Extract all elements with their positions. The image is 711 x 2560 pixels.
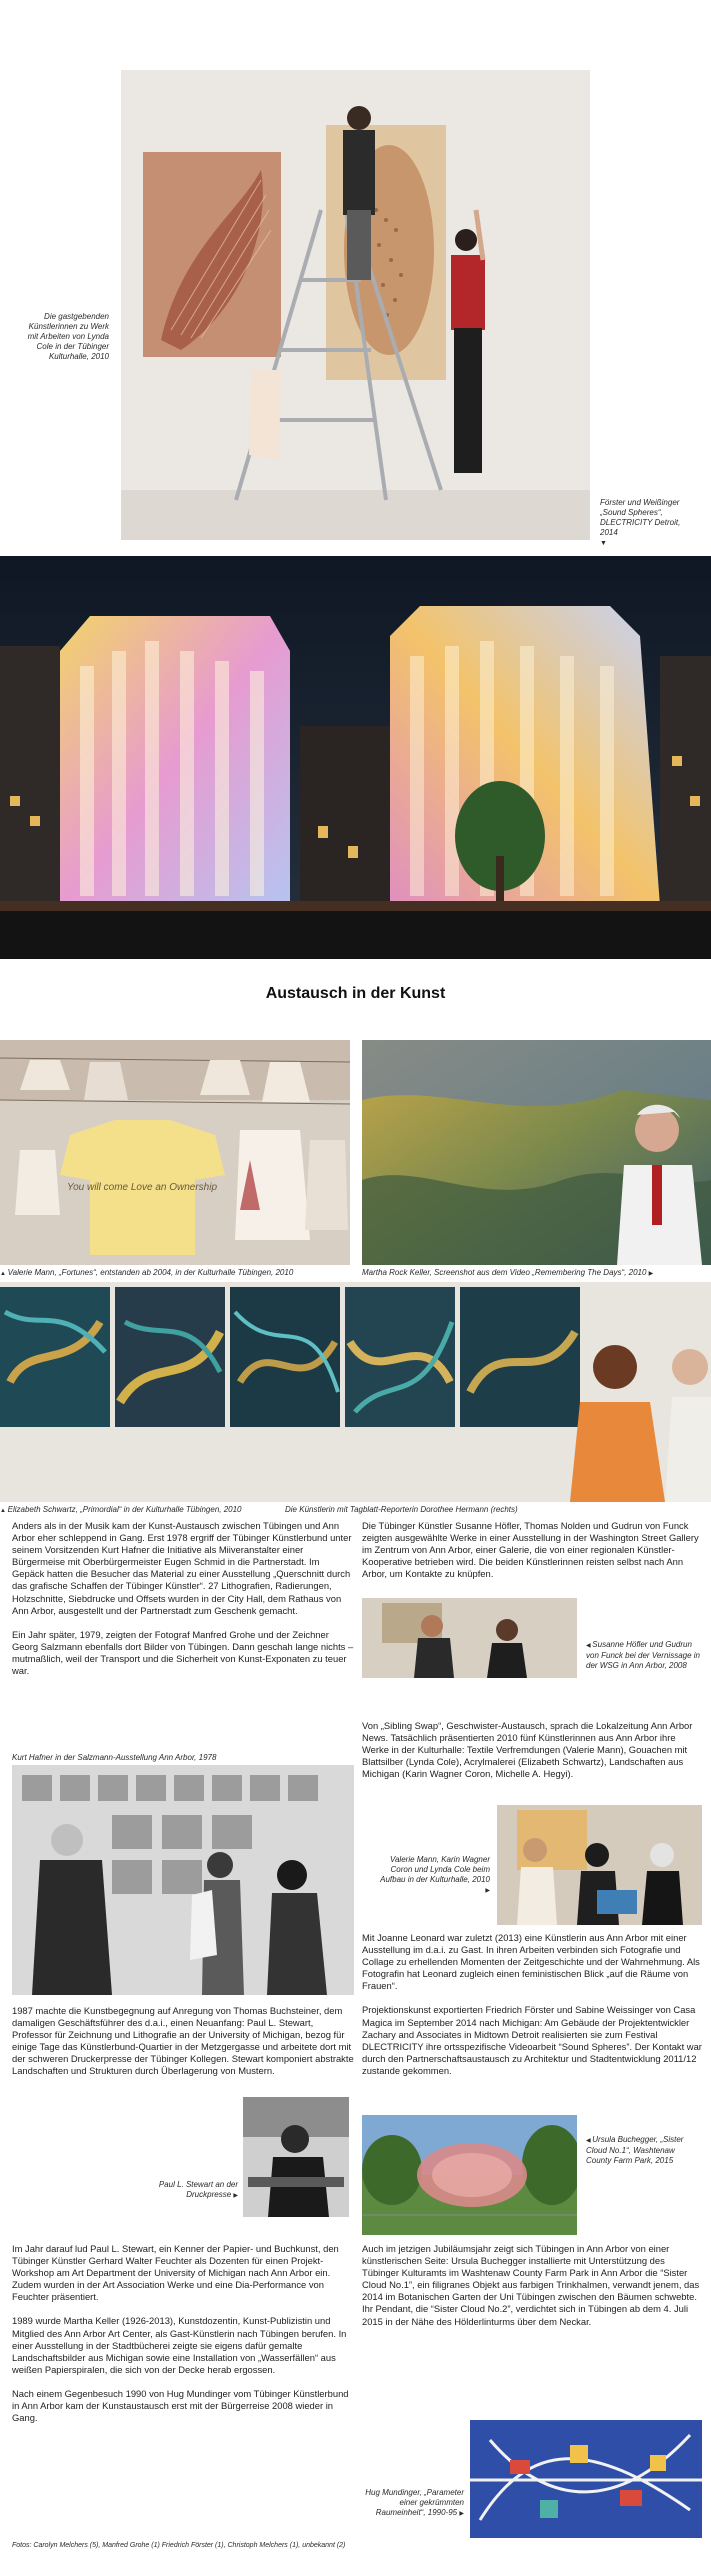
caption-mundinger: [352, 2488, 464, 2519]
paragraph-1987: 1987 machte die Kunstbegegnung auf Anregung von Thomas Buchsteiner, dem damaligen Geschäftsführer des d.a.i., einen Neuanfang: Paul L. Stewart, Professor für Zeichnung und Lithografie an der University of Michigan, bezog für einige Tage das Künstlerbund-Quartier in der Metzgergasse und arbeitete dort mit der schweren Druckerpresse der Tübinger Kollegen. Stewart komponiert abstrakte Landschaften und Strukturen durch Überlagerung von Mustern.: [12, 2005, 354, 2077]
caption-martha-keller-text: Martha Rock Keller, Screenshot aus dem Video „Remembering The Days“, 2010: [362, 1268, 647, 1277]
caption-valerie-mann: ▲ Valerie Mann, „Fortunes“, entstanden ab 2004, in der Kulturhalle Tübingen, 2010: [0, 1268, 360, 1279]
caption-dorothee-hermann: Die Künstlerin mit Tagblatt-Reporterin Dorothee Hermann (rechts): [285, 1505, 518, 1514]
paul-stewart-photo: [243, 2097, 349, 2217]
paragraph-1978: Anders als in der Musik kam der Kunst-Austausch zwischen Tübingen und Ann Arbor eher schleppend in Gang. Erst 1978 ergriff der Tübinger Künstlerbund unter seinem Vorsitzenden Kurt Hafner die Initiative als Miiveranstalter einer Bürgermeise mit Oberbürgermeister Eugen Schmid in die Partnerstadt. Im Gepäck hatten die Besucher das Material zu einer Ausstellung „Querschnitt durch das grafische Schaffen der Tübinger Künstler“. 27 Lithografien, Radierungen, Holzschnitte, Siebdrucke und Offsets wurden in der City Hall, dem Rathaus von Ann Arbor, ausgestellt und der Partnerstadt zum Geschenk gemacht.: [12, 1520, 352, 1616]
caption-kurt-hafner: Kurt Hafner in der Salzmann-Ausstellung Ann Arbor, 1978: [12, 1753, 217, 1762]
paragraph-1990: Nach einem Gegenbesuch 1990 von Hug Mundinger vom Tübinger Künstlerbund in Ann Arbor kam der Kunstaustausch erst mit der Bürgerreise 2008 wieder in Gang.: [12, 2387, 349, 2424]
paragraph-feuchter: Im Jahr darauf lud Paul L. Stewart, ein Kenner der Papier- und Buchkunst, den Tübinger Künstler Gerhard Walter Feuchter als Dozenten für einen Projekt-Workshop am Art Department der University of Michigan nach Ann Arbor ein. Zudem wurden in der Art Association Werke und eine Dia-Performance von Feuchter präsentiert.: [12, 2243, 339, 2303]
paragraph-leonard: Mit Joanne Leonard war zuletzt (2013) eine Künstlerin aus Ann Arbor mit einer Ausstellung im d.a.i. zu Gast. In ihren Arbeiten verbinden sich Fotografie und Collage zu erhellenden Momenten der Zeitgeschichte und der Wahrnehmung. Als Fotografin hat Leonard zugleich einen feministischen Blick „auf die Räume von Frauen“.: [362, 1932, 700, 1992]
schwartz-primordial-photo: [0, 1282, 711, 1502]
caption-arrow-right-mundinger: ▶: [459, 2511, 464, 2517]
paragraph-projection: Projektionskunst exportierten Friedrich Förster und Sabine Weissinger von Casa Magica im September 2014 nach Michigan: Am Gebäude der Projektentwickler Zachary and Associates in Midtown Detroit realisierten sie zum Festival DLECTRICITY ihre ortsspezifische Videoarbeit “Sound Spheres”. Der Kontakt war durch den Partnerschaftsaustausch zu Architektur und Stadtentwicklung 2011/12 zustande gekommen.: [362, 2004, 702, 2076]
caption-paul-stewart-text: Paul L. Stewart an der Druckpresse: [158, 2180, 238, 2199]
kurt-hafner-exhibition-photo: [12, 1765, 354, 1995]
paragraph-1989: 1989 wurde Martha Keller (1926-2013), Kunstdozentin, Kunst-Publizistin und Mitglied des Ann Arbor Art Center, als Gast-Künstlerin nach Tübingen berufen. In einer Ausstellung in der Stadtbücherei zeigte sie eigens dafür gemalte Landschaftsbilder aus Michigan sowie eine Installation von „Wasserfällen“ aus weißen Papierspiralen, die sich von der Decke herab ergossen.: [12, 2315, 347, 2375]
caption-arrow-down: ▼: [600, 540, 607, 547]
shirt-inscription: You will come Love an Ownership: [66, 1182, 218, 1193]
left-column-text-3: [12, 2243, 354, 2436]
caption-sound-spheres-text: Förster und Weißinger „Sound Spheres“, DLECTRICITY Detroit, 2014: [600, 498, 681, 537]
caption-gastgebende-kuenstlerinnen: Die gastgebenden Künstlerinnen zu Werk mit Arbeiten von Lynda Cole in der Tübinger Kulturhalle, 2010: [27, 312, 109, 361]
hoefler-funck-photo: [362, 1598, 577, 1678]
paragraph-sibling-swap: Von „Sibling Swap“, Geschwister-Austausch, sprach die Lokalzeitung Ann Arbor News. Tatsächlich präsentierten 2010 fünf Künstlerinnen aus Ann Arbor ihre Werke in der Kulturhalle: Textile Verfremdungen (Valerie Mann), Gouachen mit Blattsilber (Lynda Cole), Acrylmalerei (Elizabeth Schwartz), Landschaften aus Michigan (Karin Wagner Coron, Michelle A. Hegyi).: [362, 1720, 693, 1780]
caption-mundinger-text: Hug Mundinger, „Parameter einer gekrümmten Raumeinheit“, 1990-95: [365, 2488, 464, 2517]
right-column-text-1: [362, 1520, 702, 1592]
caption-arrow-right-mann: ▶: [485, 1888, 490, 1894]
paragraph-1979: Ein Jahr später, 1979, zeigten der Fotograf Manfred Grohe und der Zeichner Georg Salzmann ebenfalls dort Bilder von Tübingen. Dann geschah lange nichts – mutmaßlich, weil der Transport und die Sicherheit von Kunst-Exponaten zu teuer war.: [12, 1628, 354, 1677]
caption-paul-stewart: [150, 2180, 238, 2201]
caption-arrow-right-stewart: ▶: [233, 2193, 238, 2199]
sister-cloud-photo: [362, 2115, 577, 2235]
gallery-installation-photo: [121, 70, 590, 540]
right-column-text-2: [362, 1720, 702, 1792]
caption-mann-coron-cole: [378, 1855, 490, 1896]
valerie-mann-fortunes-photo: [0, 1040, 350, 1265]
projection-building-photo: [0, 556, 711, 959]
caption-mann-coron-cole-text: Valerie Mann, Karin Wagner Coron und Lynda Cole beim Aufbau in der Kulturhalle, 2010: [380, 1855, 490, 1884]
caption-hoefler-funck: ◀ Susanne Höfler und Gudrun von Funck bei der Vernissage in der WSG in Ann Arbor, 2008: [586, 1640, 702, 1671]
mundinger-painting-photo: [470, 2420, 702, 2538]
right-column-text-3: [362, 1932, 702, 2089]
caption-sound-spheres: [600, 498, 700, 549]
paragraph-jubilaeum: Auch im jetzigen Jubiläumsjahr zeigt sich Tübingen in Ann Arbor von einer künstlerischen Seite: Ursula Buchegger installierte mit Unterstützung des Tübinger Kulturamts im Washtenaw County Farm Park in Ann Arbor die “Sister Cloud No.1”, ein filigranes Objekt aus farbigen Trinkhalmen, verwandt jenem, das 2014 im Botanischen Garten der Uni Tübingen zwischen den Bäumen schwebte. Ihr Pendant, die “Sister Cloud No.2”, verdichtet sich in Tübingen ab dem 4. Juli 2015 in der Nähe des Hölderlinturms über dem Neckar.: [362, 2243, 700, 2327]
caption-elizabeth-schwartz: ▲ Elizabeth Schwartz, „Primordial“ in der Kulturhalle Tübingen, 2010: [0, 1505, 290, 1516]
left-column-text-1: [12, 1520, 354, 1689]
caption-arrow-right: ▶: [648, 1271, 654, 1277]
paragraph-2008: Die Tübinger Künstler Susanne Höfler, Thomas Nolden und Gudrun von Funck zeigten ausgewählte Werke in einer Ausstellung in der Washington Street Gallery im Zentrum von Ann Arbor, einer Galerie, die von einer regionalen Künstler-Kooperative betrieben wird. Die beiden Künstlerinnen reisten selbst nach Ann Arbor, um Kontakte zu knüpfen.: [362, 1520, 699, 1580]
photo-credits: Fotos: Carolyn Melchers (5), Manfred Grohe (1) Friedrich Förster (1), Christoph Melchers (1), unbekannt (2): [12, 2542, 346, 2549]
left-column-text-2: [12, 2005, 354, 2090]
caption-buchegger: ◀ Ursula Buchegger, „Sister Cloud No.1“, Washtenaw County Farm Park, 2015: [586, 2135, 702, 2166]
right-column-text-4: [362, 2243, 702, 2340]
section-heading: Austausch in der Kunst: [265, 985, 446, 1002]
caption-martha-keller: [362, 1268, 711, 1279]
martha-keller-video-screenshot: [362, 1040, 711, 1265]
mann-coron-cole-photo: [497, 1805, 702, 1925]
